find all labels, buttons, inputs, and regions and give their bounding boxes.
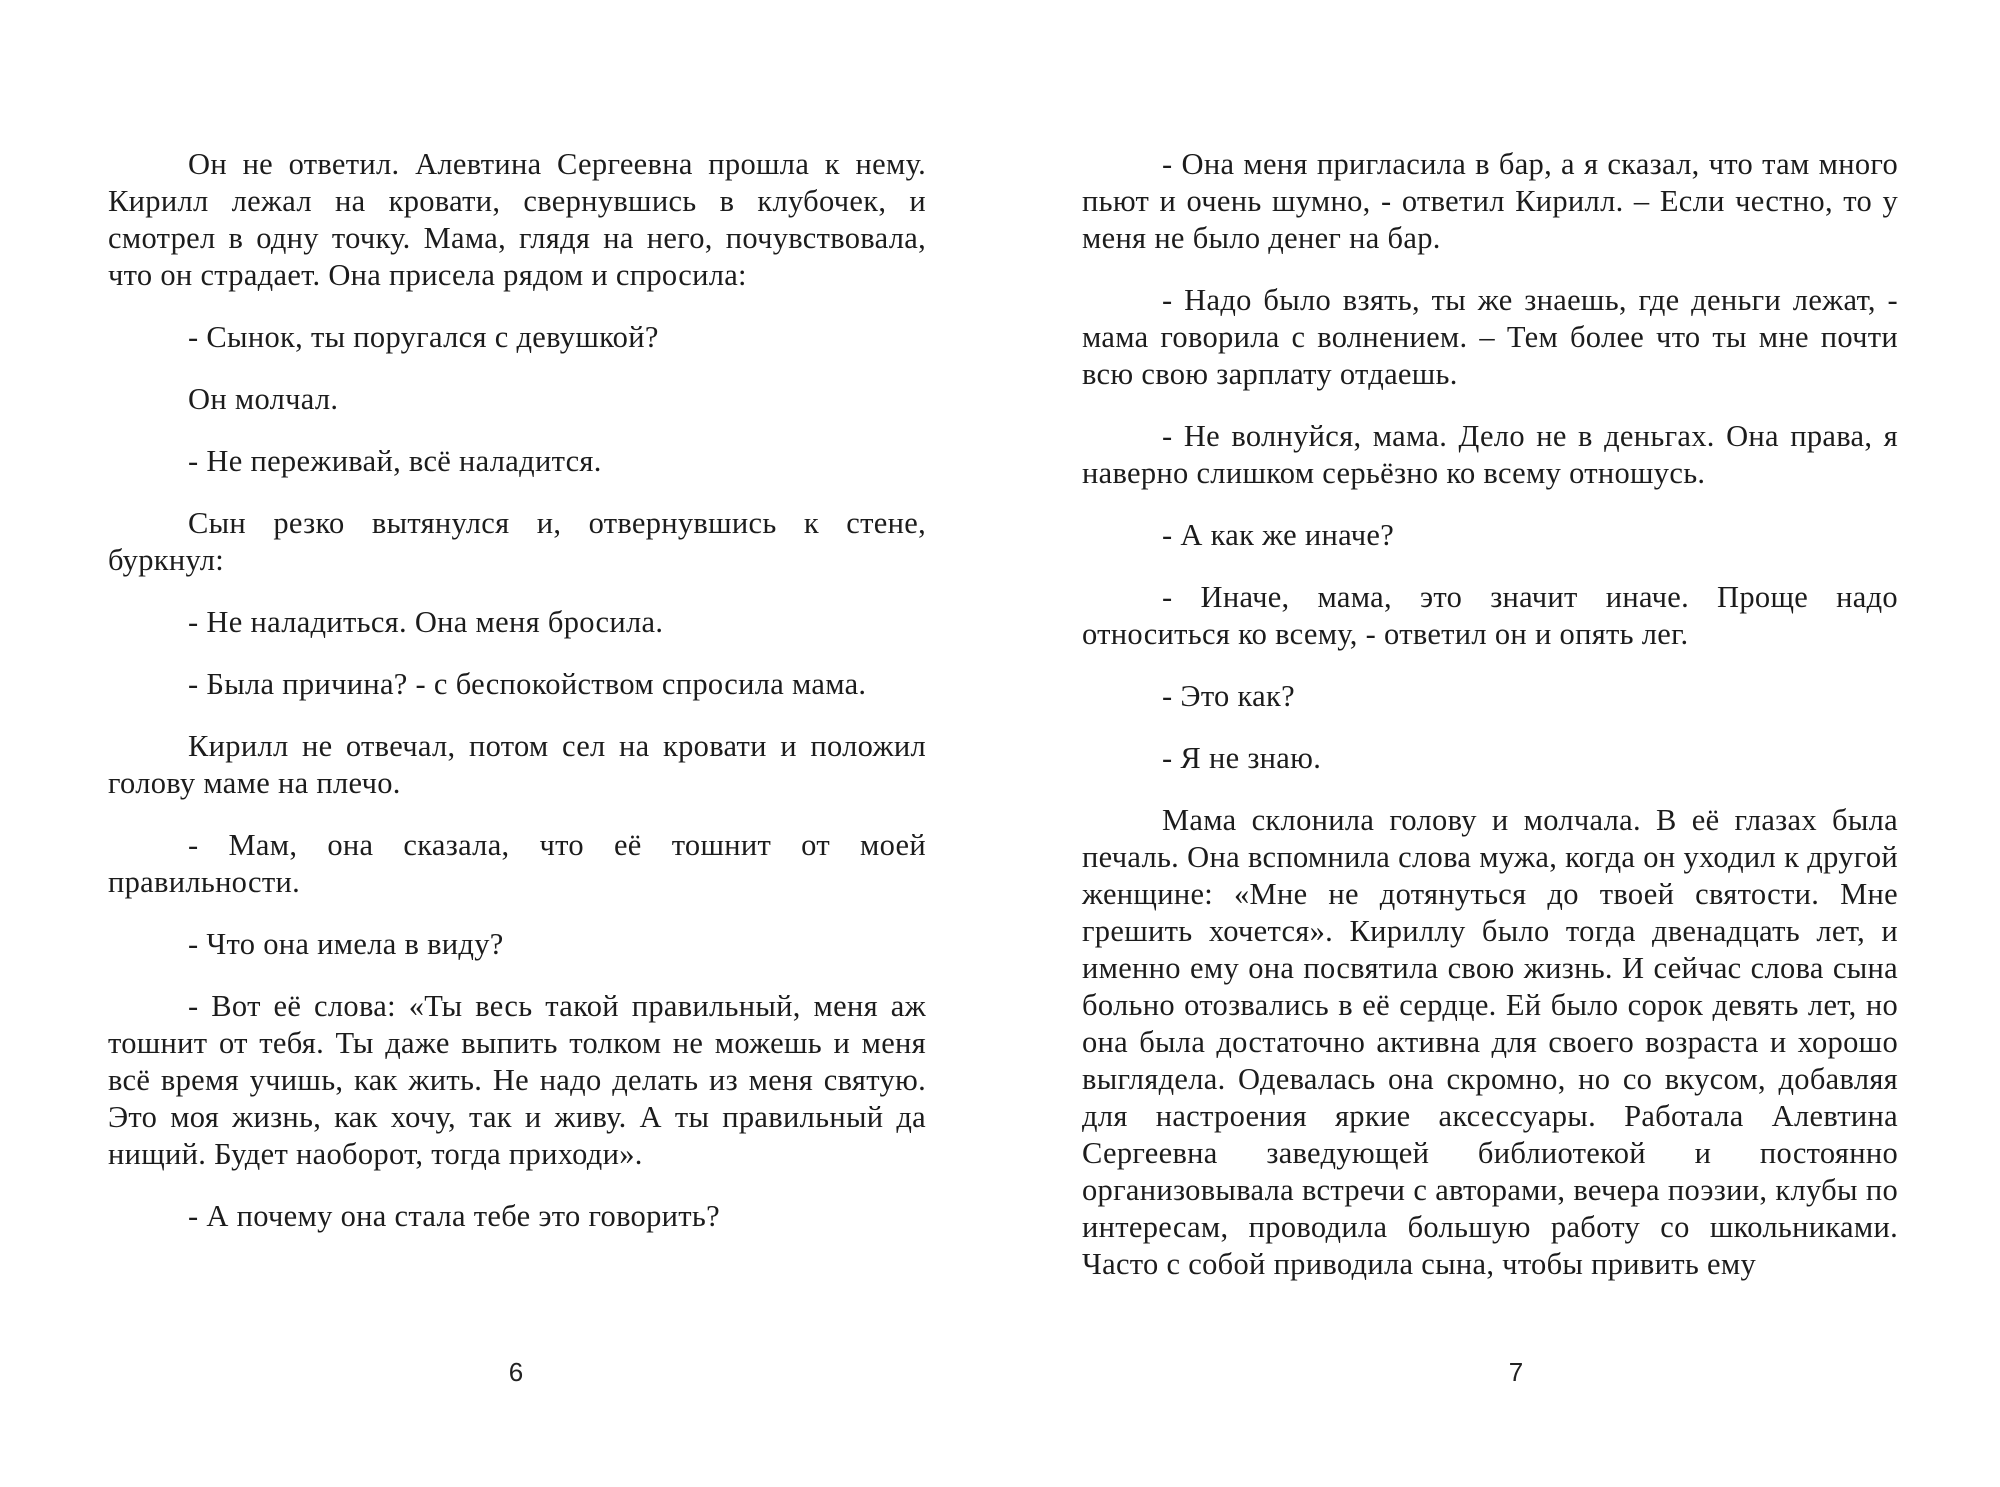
paragraph: - Мам, она сказала, что её тошнит от моей правильности.: [108, 828, 926, 899]
paragraph: - Что она имела в виду?: [188, 927, 504, 961]
paragraph: - Вот её слова: «Ты весь такой правильный, меня аж тошнит от тебя. Ты даже выпить толком не можешь и меня всё время учишь, как жить. Не надо делать из меня святую. Это моя жизнь, как хочу, так и живу. А ты правильный да нищий. Будет наоборот, тогда приходи».: [108, 989, 926, 1171]
page-number-left: 6: [508, 1357, 524, 1387]
paragraph: Сын резко вытянулся и, отвернувшись к стене, буркнул:: [108, 506, 926, 577]
paragraph: - Не наладиться. Она меня бросила.: [188, 605, 664, 639]
paragraph: - Не переживай, всё наладится.: [188, 444, 602, 478]
paragraph: - Иначе, мама, это значит иначе. Проще надо относиться ко всему, - ответил он и опять лег.: [1082, 580, 1898, 651]
paragraph: - А почему она стала тебе это говорить?: [188, 1199, 720, 1233]
right-page-text: [1082, 146, 1898, 1308]
left-page-text: [108, 146, 926, 1260]
right-page: [1000, 0, 2000, 1487]
paragraph: - А как же иначе?: [1162, 518, 1395, 552]
paragraph: - Это как?: [1162, 679, 1295, 713]
paragraph: Он не ответил. Алевтина Сергеевна прошла к нему. Кирилл лежал на кровати, свернувшись в клубочек, и смотрел в одну точку. Мама, глядя на него, почувствовала, что он страдает. Она присела рядом и спросила:: [108, 147, 926, 292]
paragraph: - Я не знаю.: [1162, 741, 1322, 775]
paragraph: - Была причина? - с беспокойством спросила мама.: [188, 667, 867, 701]
paragraph: Кирилл не отвечал, потом сел на кровати и положил голову маме на плечо.: [108, 729, 926, 800]
paragraph: - Она меня пригласила в бар, а я сказал, что там много пьют и очень шумно, - ответил Кирилл. – Если честно, то у меня не было денег на бар.: [1082, 147, 1898, 255]
paragraph: Он молчал.: [188, 382, 339, 416]
paragraph: - Надо было взять, ты же знаешь, где деньги лежат, - мама говорила с волнением. – Тем более что ты мне почти всю свою зарплату отдаешь.: [1082, 283, 1898, 391]
paragraph: - Сынок, ты поругался с девушкой?: [188, 320, 659, 354]
paragraph: - Не волнуйся, мама. Дело не в деньгах. Она права, я наверно слишком серьёзно ко всему отношусь.: [1082, 419, 1898, 490]
paragraph: Мама склонила голову и молчала. В её глазах была печаль. Она вспомнила слова мужа, когда он уходил к другой женщине: «Мне не дотянуться до твоей святости. Мне грешить хочется». Кириллу было тогда двенадцать лет, и именно ему она посвятила свою жизнь. И сейчас слова сына больно отозвались в её сердце. Ей было сорок девять лет, но она была достаточно активна для своего возраста и хорошо выглядела. Одевалась она скромно, но со вкусом, добавляя для настроения яркие аксессуары. Работала Алевтина Сергеевна заведующей библиотекой и постоянно организовывала встречи с авторами, вечера поэзии, клубы по интересам, проводила большую работу со школьниками. Часто с собой приводила сына, чтобы привить ему: [1082, 803, 1898, 1281]
page-number-right: 7: [1508, 1357, 1524, 1387]
